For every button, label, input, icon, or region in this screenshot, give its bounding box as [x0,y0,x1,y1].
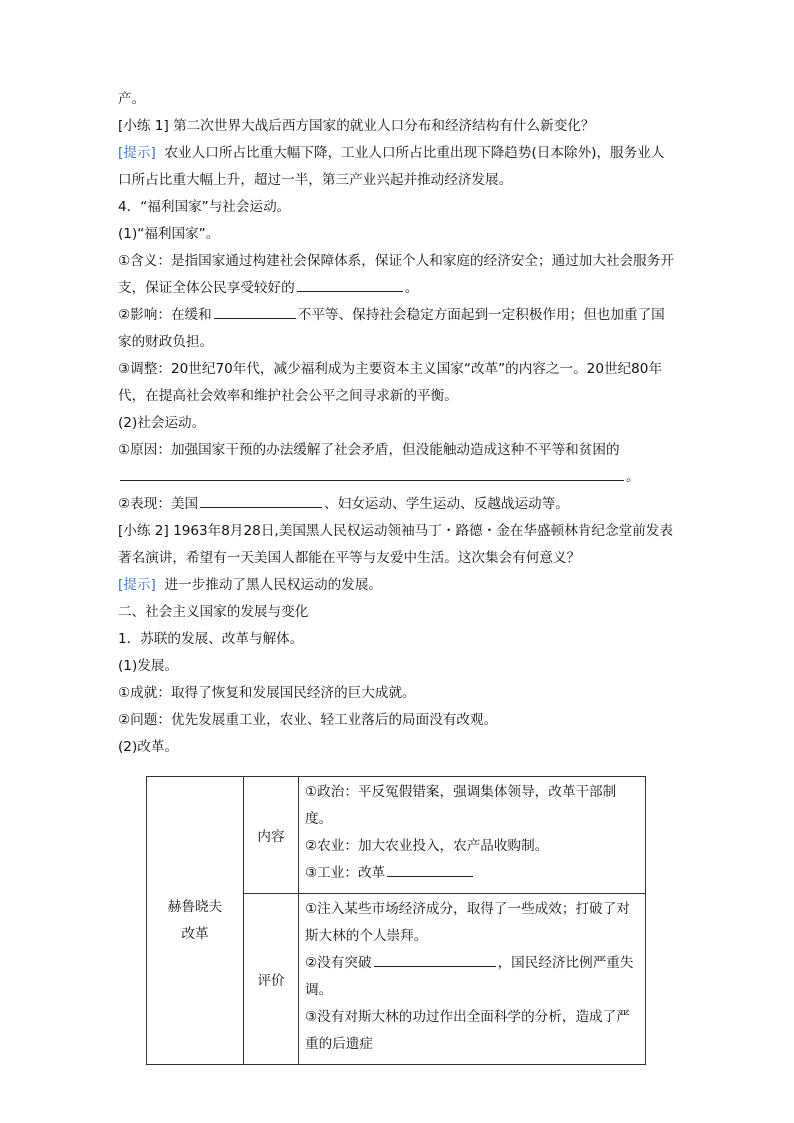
subheading-reform: (2)改革。 [118,739,179,755]
subheading-development: (1)发展。 [118,658,179,674]
subheading-social-movements: (2)社会运动。 [118,415,206,431]
impact-line: ②影响：在缓和 不平等、保持社会稳定方面起到一定积极作用；但也加重了国家的财政负担。 [118,302,678,356]
content-label-cell: 内容 [244,777,299,894]
cause-line: ①原因：加强国家干预的办法缓解了社会矛盾，但没能触动造成这种不平等和贫困的 [118,442,620,458]
eval-label-cell: 评价 [244,894,299,1065]
hint-label: [提示] [118,145,156,161]
problem-line: ②问题：优先发展重工业，农业、轻工业落后的局面没有改观。 [118,712,498,728]
fill-blank[interactable] [200,493,322,508]
hint-answer-2: [提示] 进一步推动了黑人民权运动的发展。 [118,577,382,593]
cause-blank-line: 。 [118,464,678,491]
section-heading-2: 二、社会主义国家的发展与变化 [118,604,309,620]
eval-1: ①注入某些市场经济成分，取得了一些成效；打破了对斯大林的个人崇拜。 [305,901,630,944]
hint-label: [提示] [118,577,156,593]
reform-table [146,776,646,1065]
heading-ussr: 1．苏联的发展、改革与解体。 [118,631,304,647]
fill-blank[interactable] [214,304,296,319]
adjustment-line: ③调整：20世纪70年代，减少福利成为主要资本主义国家“改革”的内容之一。20世纪80年代，在提高社会效率和维护社会公平之间寻求新的平衡。 [118,361,663,404]
eval-cell [299,894,646,1065]
text-line: 产。 [118,91,146,107]
eval-2: ②没有突破 ，国民经济比例严重失调。 [305,950,641,1004]
practice-question-2: [小练 2] 1963年8月28日,美国黑人民权运动领袖马丁・路德・金在华盛顿林肯纪念堂前发表著名演讲，希望有一天美国人都能在平等与友爱中生活。这次集会有何意义？ [118,523,673,566]
fill-blank[interactable] [297,277,403,292]
fill-blank[interactable] [120,466,624,481]
hint-answer-1: [提示] 农业人口所占比重大幅下降，工业人口所占比重出现下降趋势(日本除外)，服务业人口所占比重大幅上升，超过一半，第三产业兴起并推动经济发展。 [118,145,665,188]
heading-welfare: 4．“福利国家”与社会运动。 [118,199,291,215]
achievement-line: ①成就：取得了恢复和发展国民经济的巨大成就。 [118,685,416,701]
document-body [118,86,678,761]
fill-blank[interactable] [374,952,496,967]
manifestation-line: ②表现：美国 、妇女运动、学生运动、反越战运动等。 [118,491,678,518]
content-cell [299,777,646,894]
fill-blank[interactable] [387,862,473,877]
subheading-welfare-state: (1)“福利国家”。 [118,226,220,242]
content-agriculture: ②农业：加大农业投入，农产品收购制。 [305,838,549,854]
eval-3: ③没有对斯大林的功过作出全面科学的分析，造成了严重的后遗症 [305,1009,630,1052]
content-politics: ①政治：平反冤假错案，强调集体领导，改革干部制度。 [305,784,617,827]
content-industry: ③工业：改革 [305,860,641,887]
definition-line: ①含义：是指国家通过构建社会保障体系，保证个人和家庭的经济安全；通过加大社会服务开支，保证全体公民享受较好的 。 [118,253,674,296]
table-title-cell: 赫鲁晓夫改革 [147,777,244,1065]
practice-question-1: [小练 1] 第二次世界大战后西方国家的就业人口分布和经济结构有什么新变化？ [118,118,595,134]
